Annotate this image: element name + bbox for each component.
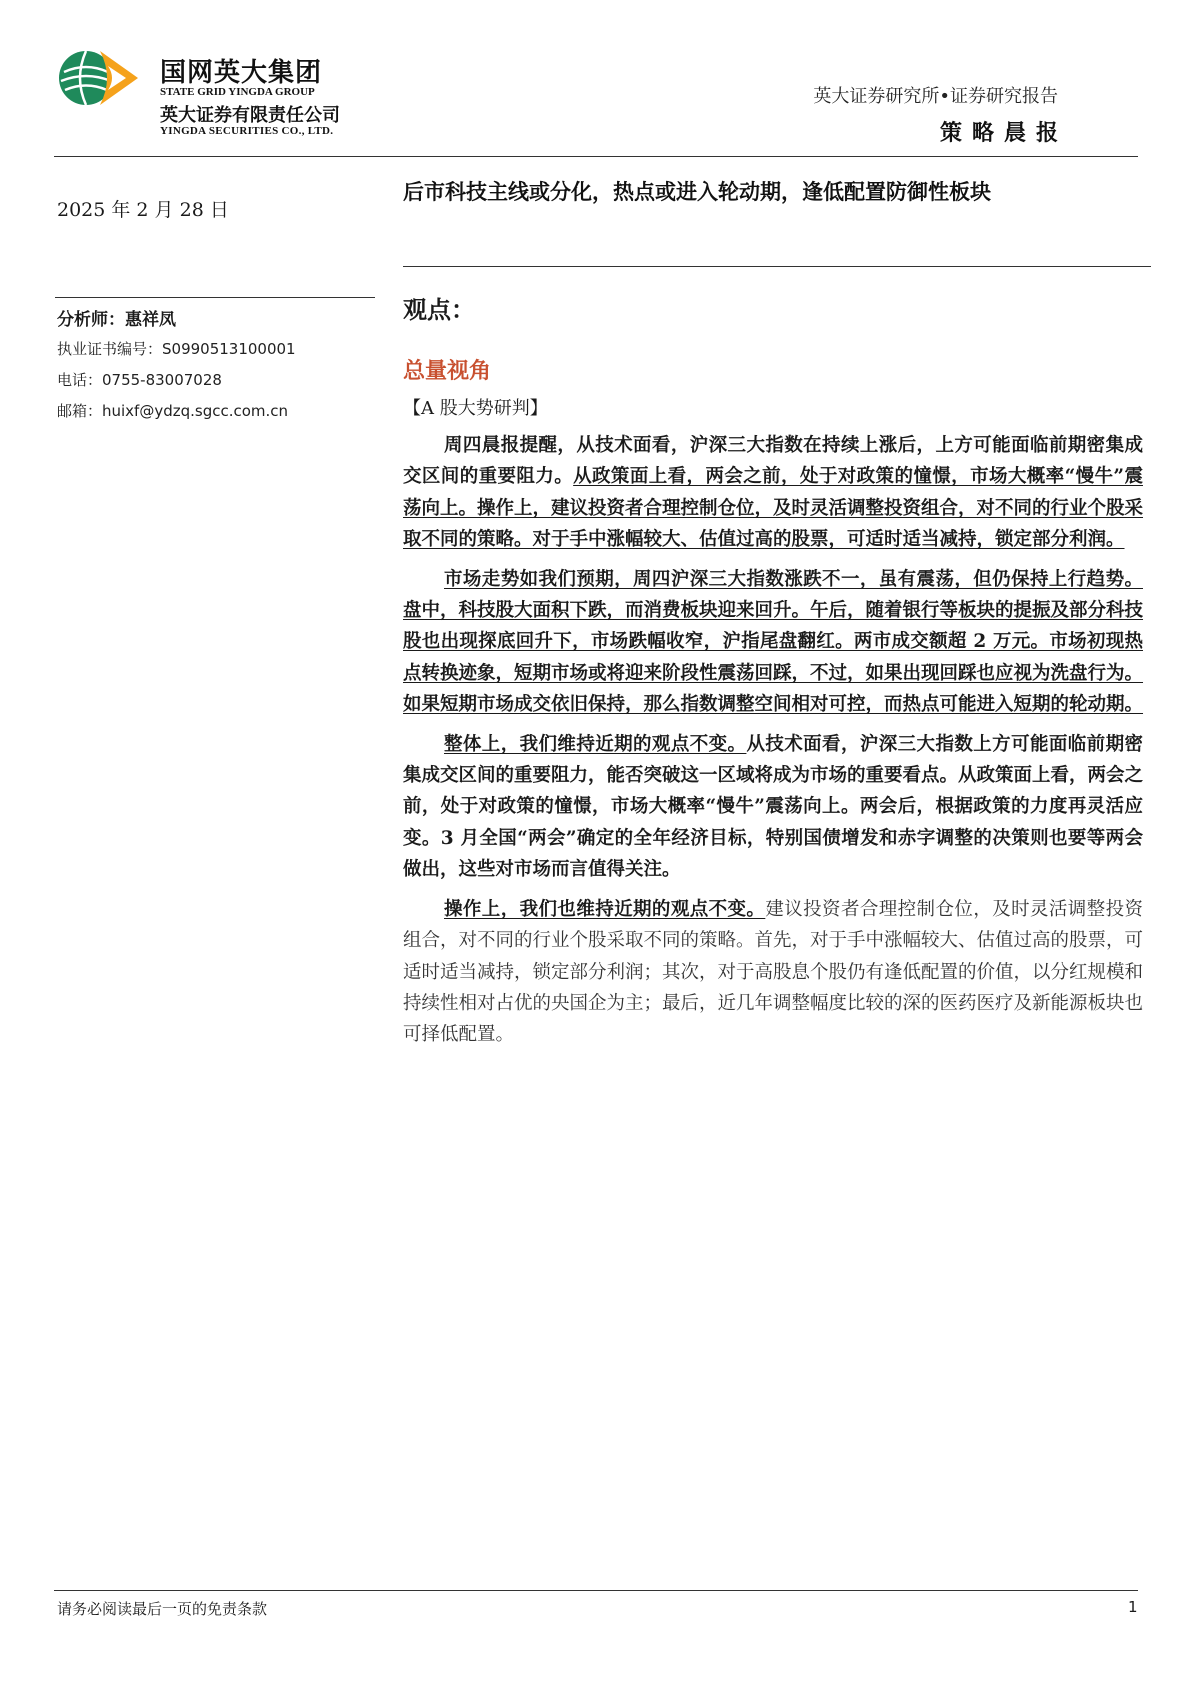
header-divider: [54, 156, 1138, 157]
report-date: 2025 年 2 月 28 日: [57, 199, 229, 221]
report-body: [403, 430, 1143, 1059]
disclaimer-text: 请务必阅读最后一页的免责条款: [57, 1600, 268, 1618]
paragraph-3: [403, 729, 1143, 886]
paragraph-1-intro: 周四晨报提醒，从技术面看，沪深三大指数在持续上涨后，上方可能面临前期密集成交区间的重要阻力。: [403, 435, 1143, 488]
report-type-text: 策略晨报: [939, 121, 1068, 146]
view-heading: 观点：: [403, 296, 475, 324]
analyst-divider: [55, 297, 375, 298]
paragraph-4-text: 建议投资者合理控制仓位，及时灵活调整投资组合，对不同的行业个股采取不同的策略。首先，对于手中涨幅较大、估值过高的股票，可适时适当减持，锁定部分利润；其次，对于高股息个股仍有逢低配置的价值，以分红规模和持续性相对占优的央国企为主；最后，近几年调整幅度比较的深的医药医疗及新能源板块也可择低配置。: [403, 898, 1144, 1046]
paragraph-4-lead: 操作上，我们也维持近期的观点不变。: [444, 898, 766, 920]
company-logo-icon: [56, 48, 140, 108]
analyst-name: 分析师：惠祥凤: [57, 310, 176, 330]
report-type: [939, 116, 1068, 147]
subsection-title: 【A 股大势研判】: [403, 398, 548, 419]
page-number: 1: [1128, 1598, 1138, 1616]
paragraph-1: [403, 430, 1143, 556]
paragraph-3-text: 从技术面看，沪深三大指数上方可能面临前期密集成交区间的重要阻力，能否突破这一区域将成为市场的重要看点。从政策面上看，两会之前，处于对政策的憧憬，市场大概率“慢牛”震荡向上。两会后，根据政策的力度再灵活应变。3 月全国“两会”确定的全年经济目标，特别国债增发和赤字调整的决策则也要等两会做出，这些对市场而言值得关注。: [403, 733, 1144, 881]
brand-name-cn: 国网英大集团: [160, 58, 323, 88]
brand-name-en: STATE GRID YINGDA GROUP: [160, 86, 315, 98]
report-headline: 后市科技主线或分化，热点或进入轮动期，逢低配置防御性板块: [403, 180, 991, 204]
securities-name-en: YINGDA SECURITIES CO., LTD.: [160, 125, 334, 137]
paragraph-2: 市场走势如我们预期，周四沪深三大指数涨跌不一，虽有震荡，但仍保持上行趋势。盘中，科技股大面积下跌，而消费板块迎来回升。午后，随着银行等板块的提振及部分科技股也出现探底回升下，市场跌幅收窄，沪指尾盘翻红。两市成交额超 2 万元。市场初现热点转换迹象，短期市场或将迎来阶段性震荡回踩，不过，如果出现回踩也应视为洗盘行为。如果短期市场成交依旧保持，那么指数调整空间相对可控，而热点可能进入短期的轮动期。: [403, 568, 1144, 716]
securities-name-cn: 英大证券有限责任公司: [160, 105, 340, 126]
analyst-email: 邮箱：huixf@ydzq.sgcc.com.cn: [57, 402, 289, 420]
paragraph-3-lead: 整体上，我们维持近期的观点不变。: [444, 733, 747, 755]
paragraph-1-underlined: 从政策面上看，两会之前，处于对政策的憧憬，市场大概率“慢牛”震荡向上。操作上，建议投资者合理控制仓位，及时灵活调整投资组合，对不同的行业个股采取不同的策略。对于手中涨幅较大、估值过高的股票，可适时适当减持，锁定部分利润。: [403, 466, 1144, 551]
headline-divider: [403, 266, 1151, 267]
analyst-cert: 执业证书编号：S0990513100001: [57, 340, 296, 358]
institute-label: 英大证券研究所•证券研究报告: [813, 86, 1058, 107]
paragraph-4: [403, 894, 1143, 1051]
analyst-phone: 电话：0755-83007028: [57, 371, 222, 389]
section-title: 总量视角: [403, 359, 492, 384]
footer-divider: [54, 1590, 1138, 1591]
